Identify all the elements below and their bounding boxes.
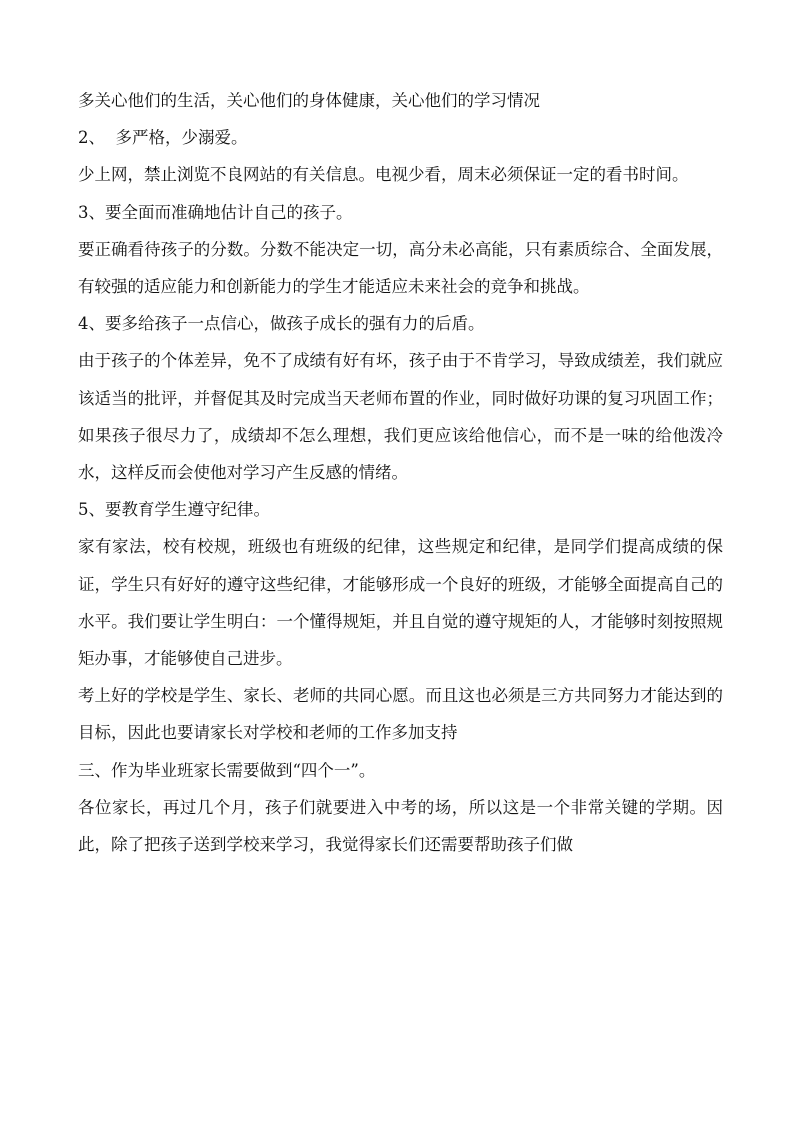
heading-discipline: 5、要教育学生遵守纪律。 xyxy=(78,500,270,520)
heading-four-ones: 三、作为毕业班家长需要做到“四个一”。 xyxy=(78,760,376,780)
paragraph-individual-differences: 由于孩子的个体差异，免不了成绩有好有坏，孩子由于不肯学习，导致成绩差，我们就应该适当的批评，并督促其及时完成当天老师布置的作业，同时做好功课的复习巩固工作；如果孩子很尽力了，成绩却不怎么理想，我们更应该给他信心，而不是一味的给他泼冷水，这样反而会使他对学习产生反感的情绪。 xyxy=(78,351,723,483)
paragraph-care-intro: 多关心他们的生活，关心他们的身体健康，关心他们的学习情况 xyxy=(78,91,540,110)
heading-confidence: 4、要多给孩子一点信心，做孩子成长的强有力的后盾。 xyxy=(78,314,485,334)
paragraph-dear-parents: 各位家长，再过几个月，孩子们就要进入中考的场，所以这是一个非常关键的学期。因此，除了把孩子送到学校来学习，我觉得家长们还需要帮助孩子们做 xyxy=(78,797,723,855)
heading-evaluate-child: 3、要全面而准确地估计自己的孩子。 xyxy=(78,202,353,222)
document-body xyxy=(78,82,723,863)
paragraph-rules: 家有家法，校有校规，班级也有班级的纪律，这些规定和纪律，是同学们提高成绩的保证，学生只有好好的遵守这些纪律，才能够形成一个良好的班级，才能够全面提高自己的水平。我们要让学生明白：一个懂得规矩，并且自觉的遵守规矩的人，才能够时刻按照规矩办事，才能够使自己进步。 xyxy=(78,537,723,669)
paragraph-scores: 要正确看待孩子的分数。分数不能决定一切，高分未必高能，只有素质综合、全面发展，有较强的适应能力和创新能力的学生才能适应未来社会的竞争和挑战。 xyxy=(78,239,723,297)
heading-strict-not-spoil: 2、 多严格，少溺爱。 xyxy=(78,128,248,148)
paragraph-internet-tv: 少上网，禁止浏览不良网站的有关信息。电视少看，周末必须保证一定的看书时间。 xyxy=(78,165,689,185)
paragraph-shared-goal: 考上好的学校是学生、家长、老师的共同心愿。而且这也必须是三方共同努力才能达到的目标，因此也要请家长对学校和老师的工作多加支持 xyxy=(78,686,723,743)
